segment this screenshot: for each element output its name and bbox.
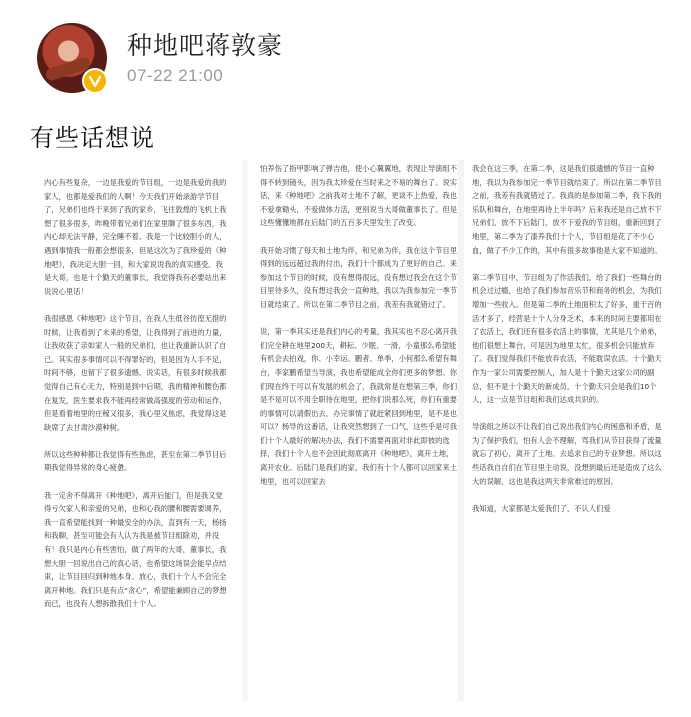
letter-paragraph: 我开始习惯了每天和土地为伴，和兄弟为伴，我在这个节目里得到的远远超过我的付出，我们十个都成为了更好的自己。来参加这个节目的时候，没有想得很远，没有想过我会在这个节目里待多久，没有想过我会一直种地，我以为我参加完一季节目就结束了。所以在第二季节目之前，我差有我就错过了。 [260,245,457,309]
letter-paragraph: 内心有些复杂，一边是我爱的节目组，一边是我爱的我的家人，也都是爱我们的人啊！今天我们开始录游学节目了，兄弟们也终于来到了我的家乡，飞往敦煌的飞机上我想了很多很多，昨晚带着兄弟们在家里聊了很多东西，我内心却无法平静，完全睡不着。我是一个比较胆小的人，遇到事情我一般都会想很多，但是这次为了我珍爱的《种地吧》，我决定大胆一回，和大家说说我的真实感受。我是大哥，也是十个勤天的董事长，我觉得我有必要站出来说说心里话！ [44,178,227,296]
letter-image[interactable] [28,160,664,701]
letter-page-3 [458,160,664,701]
letter-paragraph: 我很感恩《种地吧》这个节目，在我人生低谷彷徨无措的时候，让我看到了未来的希望，让我得到了前进的力量，让我收获了亲如家人一般的兄弟们，也让我重新认识了自己。其实很多事情可以不得罪好的，但是因为人手不足，时间不够，也留下了很多遗憾。说实话，有很多时候我都觉得自己有心无力，特别是到中后期，我的精神和腰伤都在复发，医生要求我不能再经常做高强度的劳动和运作，但是看着地里的庄稼又很多，我心里又焦虑，我觉得这是缺席了去甘肃沙漠种树。 [44,313,227,432]
post-header [0,0,691,110]
letter-paragraph: 我会在这三季，在第二季，这是我们很遗憾的节目一直种地，我以为我参加完一季节目就结束了。所以在第二季节目之前，我差有我就错过了。我真的是参加第二季，我下我的乐队和舞台，在地里再待上半年吗？后来我还是自己放不下兄弟们，放不下后陆门，放不下爱我的节目组，重新回到了地里，第二季为了漆养我们十个人，节目组是花了不少心血，做了不少工作的，其中有很多故事他是大家不知道的。 [472,164,662,255]
letter-page-1 [44,160,228,717]
letter-paragraph: 怕养伤了指甲影响了弹吉他，使小心翼翼地，表现让导演组不得不转到镜头，因为我太珍爱在当时来之不易的舞台了。说实话，来《种地吧》之前我对土地不了解，更谈不上热爱，我也不爱拿锄头，不爱做体力活，更别说当大哥做董事长了。但是这些懂懂地都在后陆门的五百多天里发生了改变。 [260,164,457,228]
letter-paragraph: 所以这些种种都让我觉得有些焦虑，甚至在第二季节目后期我觉得异常的身心疲惫。 [44,449,227,473]
letter-page-1-text [44,176,228,611]
post-text: 有些话想说 [30,124,155,152]
verified-badge-icon [82,68,108,94]
page-divider [242,160,248,701]
letter-paragraph: 导演组之所以不让我们自己说出我们内心的困惑和矛盾，是为了保护我们，怕有人会不理解，骂我们从节目获得了流量就忘了初心，离开了土地。去追求自己的专业梦想。所以这些话我自自们在节目里主动说，没想到最后还是造成了这么大的误解，这也是我这两天非常难过的原因。 [472,422,662,486]
post-timestamp: 07-22 21:00 [127,66,224,85]
letter-paragraph: 我一定舍不得离开《种地吧》，离开后能门，但是我又觉得亏欠家人和亲爱的兄弟，也和心我的腰和腰需要调养，我一直希望能找到一种最安全的办法，直到有一天，杨扬和我聊，甚至可能会有人认为我是被节目组除劝，并没有！我只是内心有些害怕，做了两年的大哥，董事长，我想大胆一回说出自己的真心话，也希望这场误会能早点结束，让节目回归到种地本身。放心，我们十个人不会完全离开种地。我们只是有点“贪心”，希望能兼顾自己的梦想而已，也没有人想拆散我们十个人。 [44,490,227,609]
letter-page-2-text [260,162,457,488]
username[interactable]: 种地吧蒋敦豪 [127,31,284,60]
letter-page-2 [260,160,457,703]
letter-page-3-text [472,162,664,515]
letter-paragraph: 第二季节目中，节目组为了作活我们，给了我们一些舞台的机会过过瘾，也给了我们参加音乐节和商务的机会，为我们增加一些收入。但是第二季的土地面积太了好多，重于百的活才多了，经营是十个人分身乏术，本来的时间主要都用在了农活上，我们还有很多农活上的事情，尤其是几个弟弟，他们很想上舞台，可是因为地里太忙，很多机会只能放弃了。我们觉得我们不能放弃农活，不能耽误农活。十个勤天作为一家公司需要控制人，加人是十个勤天这家公司的副总，但不是十个勤天的新成员，十个勤天只会是我们10个人，这一点是节目组和我们达成共识的。 [472,272,662,405]
letter-paragraph: 说，第一季其实还是我们内心的考量，我其实也不忍心离开我们完全耕在地里200天，耕耘、少眠、一滑，小童那么希望能有机会去拍戏，你、小幸运、鹏者、单季，小何那么希望有舞台，李家鹏希望当导演，我也希望能成全你们更多的梦想。你们现在终于可以有发展的机会了，我就常是在想第三季，你们是不是可以不用全职待在地里，把你们说那么死，你们有重要的事情可以请假出去，办完事情了就赶紧回到地里，是不是也可以？杨导的这番话，让我突然想到了一口气，这些乎是可我们十个人最好的解决办法，我们不需要再面对非此即彼的选择，我们十个人也不会因此彻底离开《种地吧》，离开土地，离开农业。后陆门是我们的家，我们有十个人都可以回家来土地里，也可以回家去 [260,327,457,486]
letter-paragraph: 我知道，大家都是太爱我们了，不认人们爱 [472,503,611,513]
